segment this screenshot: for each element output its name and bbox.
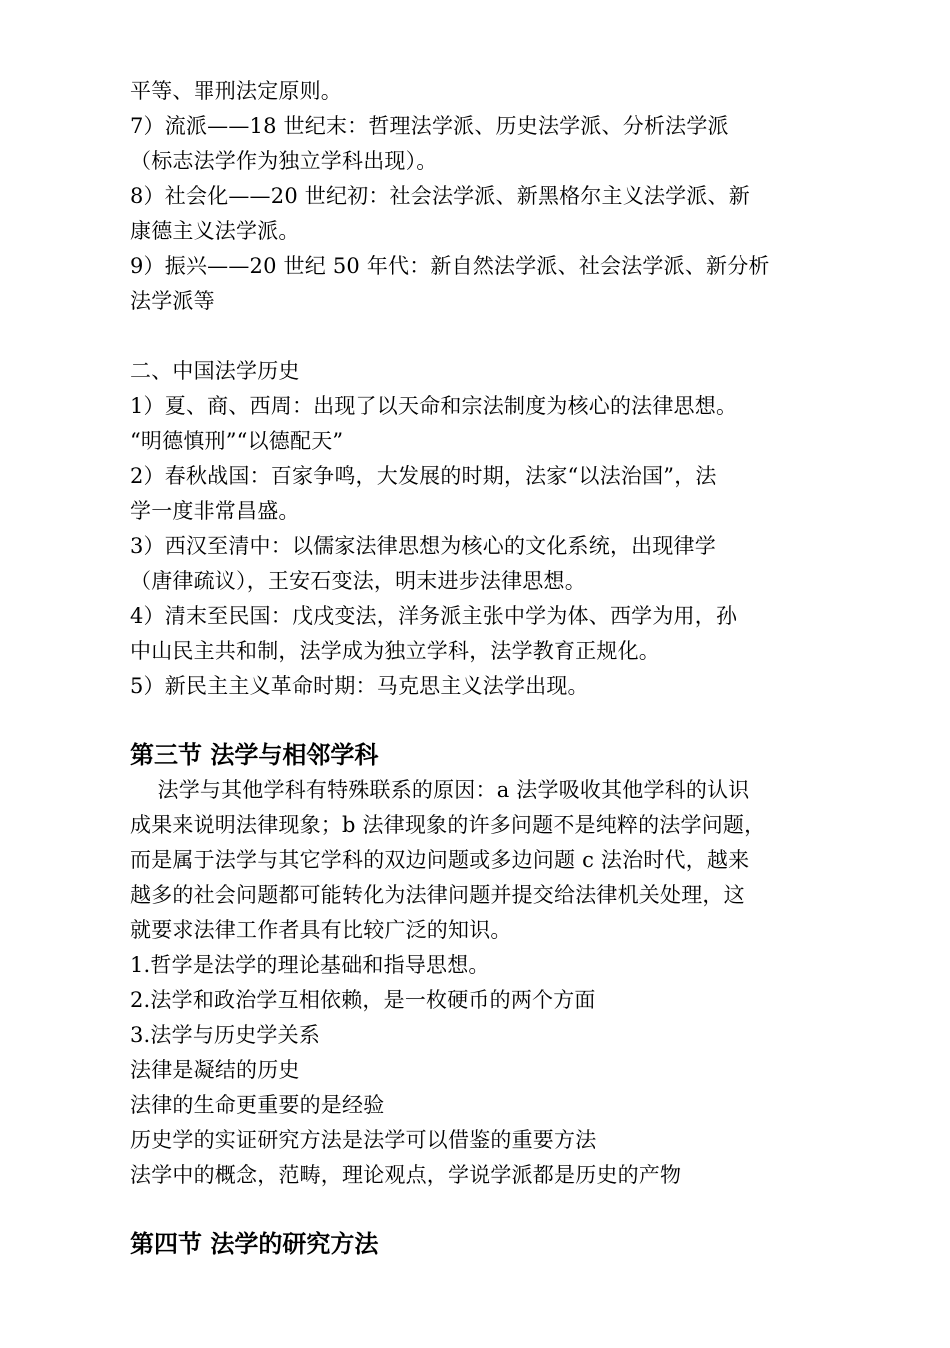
text-line: 法学中的概念，范畴，理论观点，学说学派都是历史的产物: [130, 1163, 682, 1187]
section-title-china: 二、中国法学历史: [130, 359, 300, 383]
text-line: “明德慎刑”“以德配天”: [130, 429, 344, 453]
text-line: 成果来说明法律现象；b 法律现象的许多问题不是纯粹的法学问题，: [130, 813, 766, 837]
text-line: 2）春秋战国：百家争鸣，大发展的时期，法家“以法治国”，法: [130, 464, 717, 488]
text-line: 就要求法律工作者具有比较广泛的知识。: [130, 918, 512, 942]
spacer: [130, 1193, 825, 1226]
section-heading-4: 第四节 法学的研究方法: [130, 1230, 379, 1258]
text-line: （标志法学作为独立学科出现）。: [130, 149, 438, 173]
text-line: 越多的社会问题都可能转化为法律问题并提交给法律机关处理，这: [130, 883, 745, 907]
blank-line: [130, 319, 825, 354]
text-line: 法学派等: [130, 289, 215, 313]
text-line: 9）振兴——20 世纪 50 年代：新自然法学派、社会法学派、新分析: [130, 254, 770, 278]
text-line: 1.哲学是法学的理论基础和指导思想。: [130, 953, 490, 977]
text-line: 法律的生命更重要的是经验: [130, 1093, 385, 1117]
text-line: 7）流派——18 世纪末：哲理法学派、历史法学派、分析法学派: [130, 114, 729, 138]
text-line: （唐律疏议），王安石变法，明末进步法律思想。: [130, 569, 586, 593]
text-line: 法学与其他学科有特殊联系的原因：a 法学吸收其他学科的认识: [130, 778, 750, 802]
text-line: 康德主义法学派。: [130, 219, 300, 243]
text-line: 1）夏、商、西周：出现了以天命和宗法制度为核心的法律思想。: [130, 394, 738, 418]
text-line: 5）新民主主义革命时期：马克思主义法学出现。: [130, 674, 589, 698]
text-line: 而是属于法学与其它学科的双边问题或多边问题 c 法治时代，越来: [130, 848, 750, 872]
section-heading-3: 第三节 法学与相邻学科: [130, 741, 379, 769]
text-line: 平等、罪刑法定原则。: [130, 79, 342, 103]
spacer: [130, 704, 825, 737]
text-line: 8）社会化——20 世纪初：社会法学派、新黑格尔主义法学派、新: [130, 184, 750, 208]
text-line: 法律是凝结的历史: [130, 1058, 300, 1082]
text-line: 2.法学和政治学互相依赖，是一枚硬币的两个方面: [130, 988, 596, 1012]
text-line: 学一度非常昌盛。: [130, 499, 300, 523]
text-line: 4）清末至民国：戊戌变法，洋务派主张中学为体、西学为用，孙: [130, 604, 738, 628]
text-line: 中山民主共和制，法学成为独立学科，法学教育正规化。: [130, 639, 660, 663]
document-body: [130, 74, 825, 1262]
text-line: 3.法学与历史学关系: [130, 1023, 321, 1047]
text-line: 历史学的实证研究方法是法学可以借鉴的重要方法: [130, 1128, 597, 1152]
text-line: 3）西汉至清中：以儒家法律思想为核心的文化系统，出现律学: [130, 534, 716, 558]
